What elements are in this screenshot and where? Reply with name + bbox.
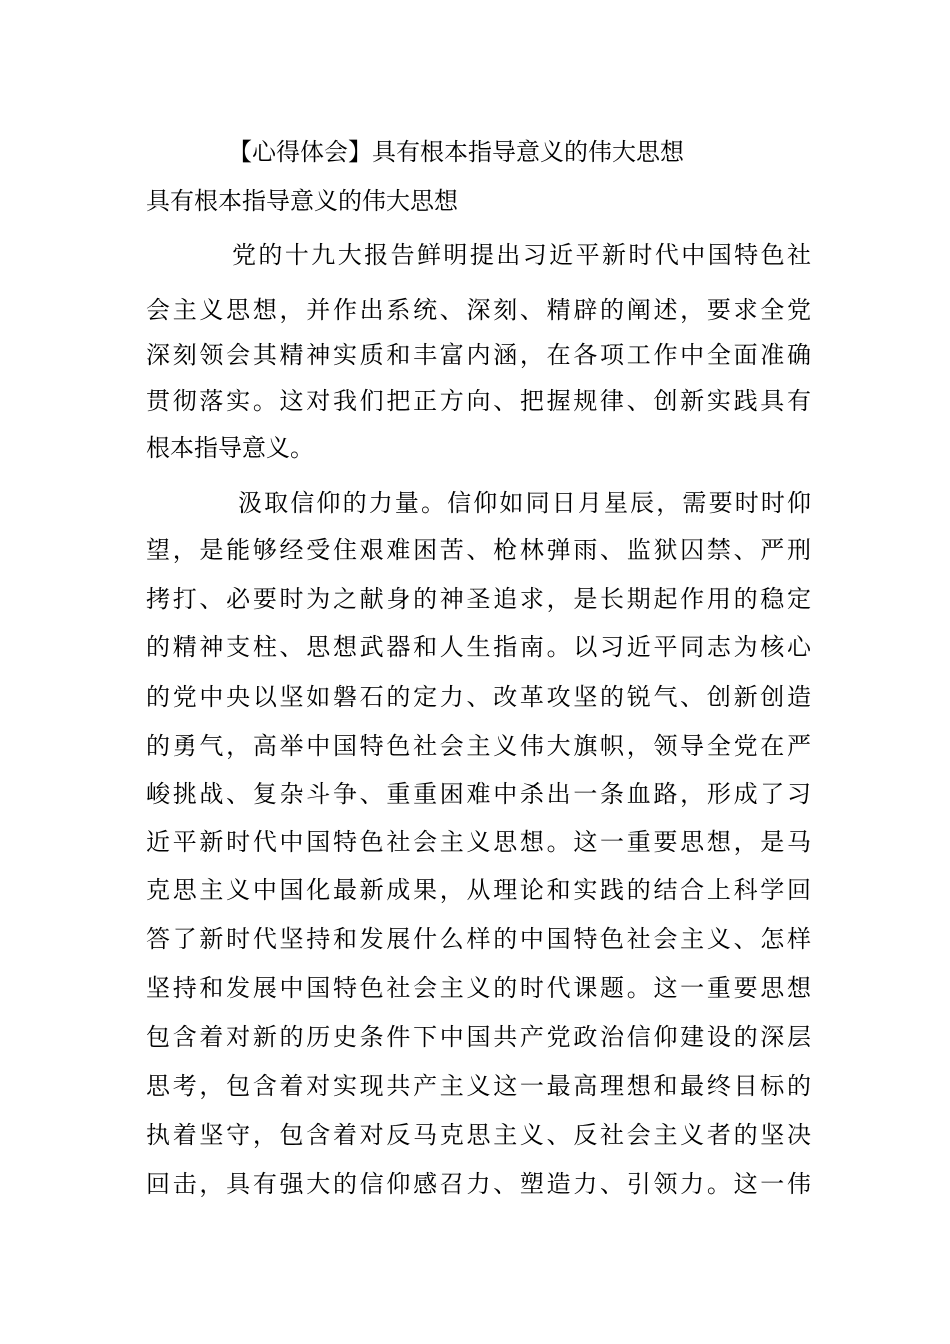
paragraph-2-line: 望，是能够经受住艰难困苦、枪林弹雨、监狱囚禁、严刑 xyxy=(146,536,811,564)
paragraph-2-line: 汲取信仰的力量。信仰如同日月星辰，需要时时仰 xyxy=(238,489,811,517)
paragraph-2-line: 拷打、必要时为之献身的神圣追求，是长期起作用的稳定 xyxy=(146,585,811,613)
document-title: 【心得体会】具有根本指导意义的伟大思想 xyxy=(228,138,684,166)
paragraph-2-line: 的党中央以坚如磐石的定力、改革攻坚的锐气、创新创造 xyxy=(146,683,811,711)
paragraph-2-line: 回击，具有强大的信仰感召力、塑造力、引领力。这一伟 xyxy=(146,1170,811,1198)
paragraph-1-line: 深刻领会其精神实质和丰富内涵，在各项工作中全面准确 xyxy=(146,341,811,369)
paragraph-2-line: 思考，包含着对实现共产主义这一最高理想和最终目标的 xyxy=(146,1072,811,1100)
paragraph-1-line: 贯彻落实。这对我们把正方向、把握规律、创新实践具有 xyxy=(146,387,811,415)
paragraph-2-line: 执着坚守，包含着对反马克思主义、反社会主义者的坚决 xyxy=(146,1121,811,1149)
paragraph-1-line: 党的十九大报告鲜明提出习近平新时代中国特色社 xyxy=(232,241,811,269)
document-subtitle: 具有根本指导意义的伟大思想 xyxy=(146,187,458,215)
paragraph-1-line: 会主义思想，并作出系统、深刻、精辟的阐述，要求全党 xyxy=(146,296,811,324)
paragraph-2-line: 坚持和发展中国特色社会主义的时代课题。这一重要思想 xyxy=(146,974,811,1002)
paragraph-2-line: 的精神支柱、思想武器和人生指南。以习近平同志为核心 xyxy=(146,633,811,661)
paragraph-1-line: 根本指导意义。 xyxy=(146,434,314,462)
paragraph-2-line: 的勇气，高举中国特色社会主义伟大旗帜，领导全党在严 xyxy=(146,732,811,760)
paragraph-2-line: 峻挑战、复杂斗争、重重困难中杀出一条血路，形成了习 xyxy=(146,780,811,808)
paragraph-2-line: 克思主义中国化最新成果，从理论和实践的结合上科学回 xyxy=(146,876,811,904)
paragraph-2-line: 近平新时代中国特色社会主义思想。这一重要思想，是马 xyxy=(146,828,811,856)
paragraph-2-line: 包含着对新的历史条件下中国共产党政治信仰建设的深层 xyxy=(146,1023,811,1051)
paragraph-2-line: 答了新时代坚持和发展什么样的中国特色社会主义、怎样 xyxy=(146,925,811,953)
